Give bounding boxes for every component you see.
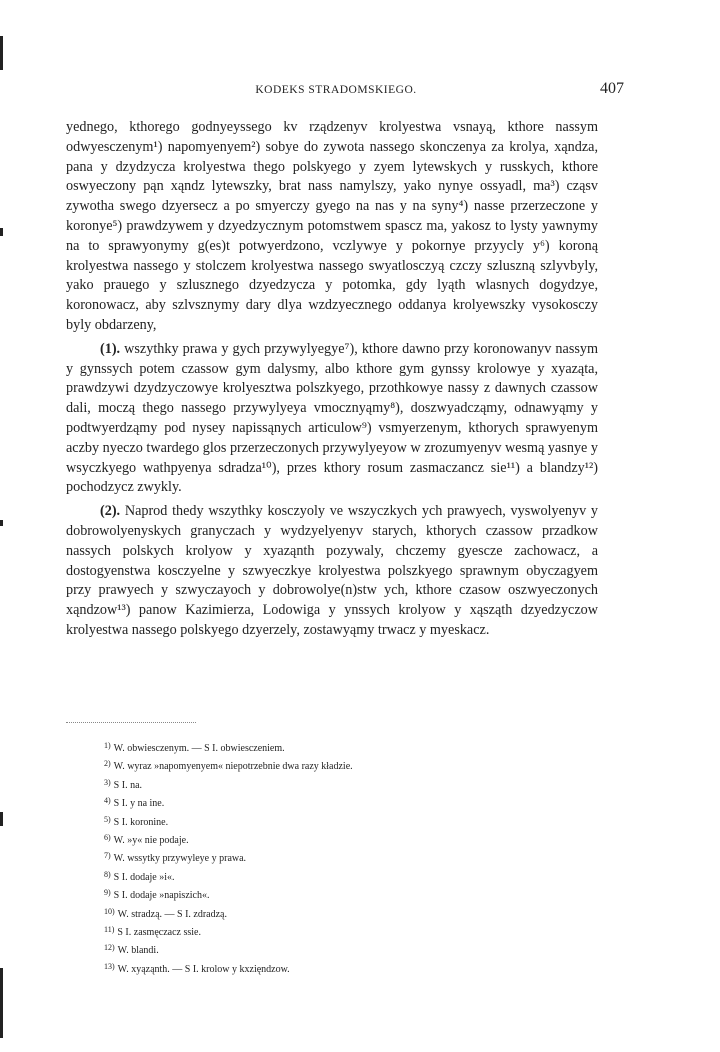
footnote (104, 793, 574, 811)
article-number: (1). (100, 340, 121, 357)
footnote (104, 885, 574, 903)
footnote-number: 8) (104, 869, 111, 879)
footnote (104, 738, 574, 756)
footnote-number: 5) (104, 814, 111, 824)
footnote (104, 904, 574, 922)
footnote-text: W. wyraz »napomyenyem« niepotrzebnie dwa razy kładzie. (113, 761, 353, 773)
page-header (66, 80, 624, 100)
footnote-number: 11) (104, 925, 115, 935)
scan-edge-mark (0, 968, 3, 1038)
footnote-text: S I. y na ine. (113, 798, 165, 810)
paragraph: yednego, kthorego godnyeyssego kv rządzenyv krolyestwa vsnayą, kthore nassym odwyesczenym¹) napomyenyem²) sobye do zywota nassego skonczenya za krolya, xąndza, pana y dzydzycza krolyestwa thego polskyego y zyem lytewskych y russkych, kthore oswyeczony pąn xąndz lytewszky, brat nass namylszy, yako nynye ossyadl, ma³) cząsv zywotha swego dzyersecz a po smyerczy gyego na nas y na syny⁴) nasse przerzeczone y koronye⁵) prawdzywem y dzyedzycznym potomstwem spascz ma, yakosz to lysty yawnymy na to sprawyonymy g(es)t potwyerdzono, vczlywye y pokornye przyycly y⁶) koroną krolyestwa nassego y stolczem krolyestwa nassego swyatlosczyą czczy szluszną szlyvbyly, yako prauego y szlusznego dzyedzycza y potomka, gdy lyąth wlasnych dogydzye, koronowacz, aby szlvsznymy dary dlya wzdzyecznego oddanya krolyewszky vysokosczy byly obdarzeny, (66, 119, 598, 333)
footnote-number: 13) (104, 961, 115, 971)
footnote (104, 812, 574, 830)
footnote-text: W. »y« nie podaje. (113, 835, 189, 847)
footnote (104, 867, 574, 885)
footnote-number: 10) (104, 906, 115, 916)
footnote-text: W. xyąząnth. — S I. krolow y kxzięndzow. (117, 963, 290, 975)
footnote-text: S I. dodaje »i«. (113, 871, 175, 883)
footnote-number: 3) (104, 777, 111, 787)
footnote (104, 775, 574, 793)
footnote-number: 1) (104, 741, 111, 750)
body-text (66, 118, 598, 641)
footnote-text: W. obwiesczenym. — S I. obwiesczeniem. (113, 743, 285, 754)
footnote-number: 7) (104, 851, 111, 861)
footnote-text: S I. dodaje »napiszich«. (113, 890, 210, 902)
footnote-number: 2) (104, 759, 111, 769)
footnote (104, 756, 574, 774)
footnote-number: 4) (104, 796, 111, 806)
scan-edge-mark (0, 36, 3, 70)
footnote (104, 922, 574, 940)
footnote-number: 6) (104, 833, 111, 843)
running-title: KODEKS STRADOMSKIEGO. (255, 84, 417, 96)
footnote-text: W. wssytky przywyleye y prawa. (113, 853, 247, 865)
footnote-text: W. blandi. (117, 945, 159, 957)
footnote-number: 12) (104, 943, 115, 953)
paragraph (66, 502, 598, 641)
footnote-text: S I. zasmęczacz ssie. (117, 927, 201, 939)
scan-edge-mark (0, 228, 3, 236)
scan-edge-mark (0, 812, 3, 826)
footnote (104, 959, 574, 977)
article-number: (2). (100, 503, 121, 520)
footnote-divider (66, 722, 196, 723)
footnote (104, 830, 574, 848)
scan-edge-mark (0, 520, 3, 526)
footnote (104, 940, 574, 958)
footnote-text: W. stradzą. — S I. zdradzą. (117, 908, 227, 920)
footnote-number: 9) (104, 888, 111, 898)
footnote-text: S I. koronine. (113, 816, 169, 828)
footnote-text: S I. na. (113, 779, 143, 791)
page-number: 407 (600, 80, 624, 97)
paragraph-text: wszythky prawa y gych przywylyegye⁷), kthore dawno przy koronowanyv nassym y gynssych potem czassow gym dalysmy, albo kthore gym gynssy krolowye y xyaząta, prawdzywi dzydzyczowye krolyesztwa polszkyego, przothkowye nassy z dawnych czassow dali, moczą thego nassego przywylyeya vmocznyąmy⁸), doszwyadcząmy, odnawyąmy y podtwyerdząmy pod nysey napissąnych articulow⁹) vsmyerzenym, kthorych sprawyenym aczby nyeczo twardego glos przerzeczonych przywylyeyow w zrozumyenyv wesmą yasnye y wsyczkyego wathpyenya sdradza¹⁰), przes kthory rosum zasmaczancz sie¹¹) a blandzy¹²) pochodzycz zwykly. (66, 340, 598, 496)
footnotes (104, 738, 574, 977)
paragraph (66, 340, 598, 498)
footnote (104, 848, 574, 866)
paragraph-text: Naprod thedy wszythky kosczyoly ve wszyczkych ych prawyech, vyswolyenyv y dobrowolyenyskych granyczach y wydzyelyenyv starych, kthorych czassow przadkow nassych polskych krolyow y xyaząnth pozywaly, chczemy gyescze zachowacz, a dostogyenstwa kosczyelne y szwyeczkye krolyestwa polszkyego sprawnym obyczagyem przy prawyech y szwyczayoch y dobrowolye(n)stw ych, kthore czasow oszwyeczonych xąndzow¹³) panow Kazimierza, Lodowiga y ynssych krolyow y xąsząth dzyedzyczow krolyestwa nassego polskyego dzyerzely, zostawyąmy trwacz y myeskacz. (66, 503, 598, 638)
